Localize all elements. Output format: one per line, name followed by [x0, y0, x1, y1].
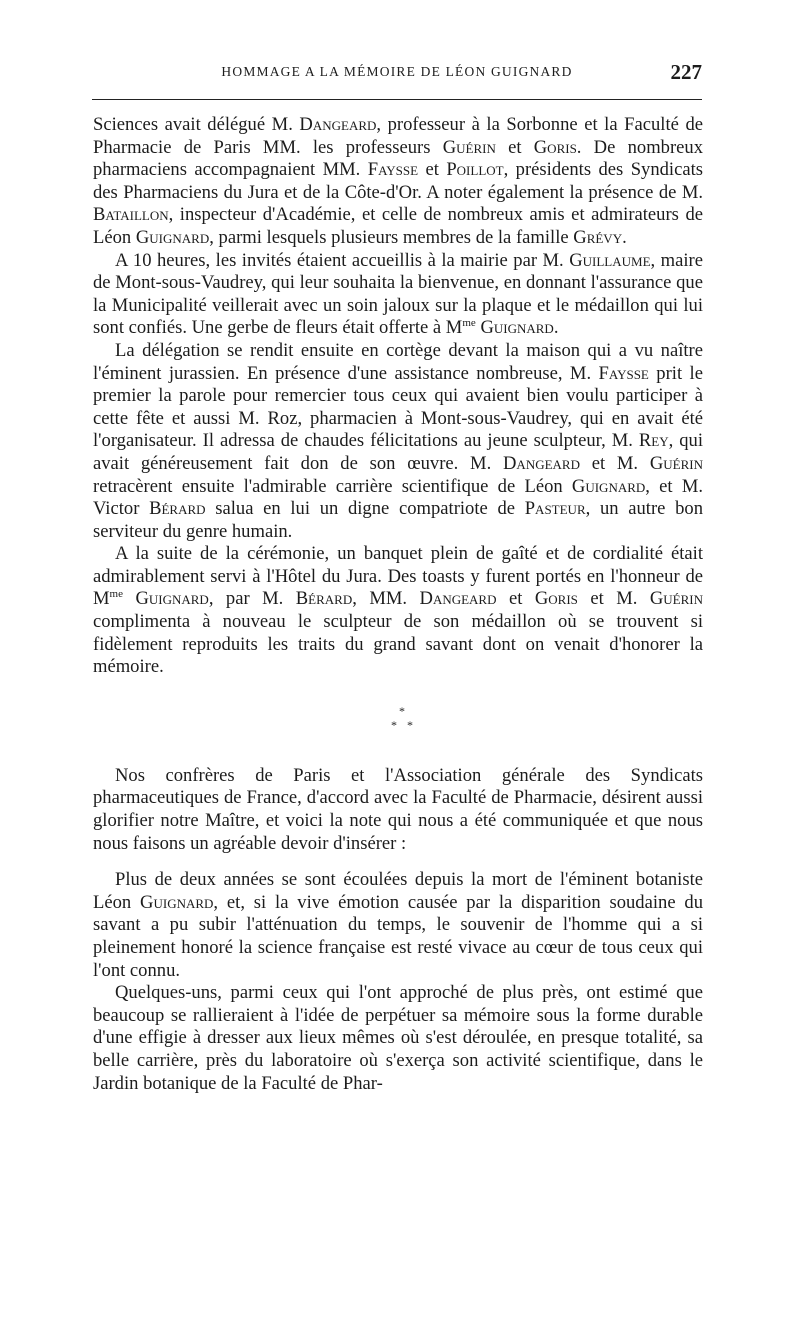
text-run: et — [496, 588, 535, 610]
person-name: Dangeard — [299, 114, 377, 135]
person-name: Goris — [533, 136, 577, 158]
text-run: . — [622, 226, 627, 248]
text-run: La délégation se rendit ensuite en cortège devant la maison qui a vu naître l'éminent jurassien. En présence d'une assistance nombreuse, M. — [93, 339, 703, 384]
page-number: 227 — [670, 60, 702, 84]
person-name: Guignard — [480, 317, 554, 339]
text-run: A 10 heures, les invités étaient accueillis à la mairie par M. — [115, 249, 570, 271]
person-name: Goris — [534, 588, 578, 610]
text-run: Plus de deux années se sont écoulées depuis la mort de l'éminent botaniste Léon — [93, 869, 703, 913]
text-run: , parmi lesquels plusieurs membres de la famille — [209, 226, 574, 248]
person-name: Guérin — [442, 136, 496, 158]
text-run: . — [553, 317, 559, 339]
text-run — [123, 588, 135, 609]
body-text — [93, 114, 703, 1095]
text-run: , MM. — [352, 588, 420, 610]
text-run: , professeur à la Sorbonne et la Faculté de Pharmacie de Paris MM. les professeurs — [93, 114, 703, 158]
text-run: retracèrent ensuite l'admirable carrière scientifique de Léon — [93, 475, 572, 497]
paragraph — [93, 340, 703, 543]
paragraph — [93, 543, 703, 679]
person-name: Guillaume — [569, 249, 651, 271]
text-run: et — [495, 136, 534, 158]
text-run: prit le premier la parole pour remercier tous ceux qui avaient bien voulu participer à cette fête et aussi M. Roz, pharmacien à Mont-sous-Vaudrey, qui en avait été l'organisateur. Il adressa de chaudes félicitations au jeune sculpteur, M. — [93, 362, 703, 452]
person-name: Dangeard — [419, 588, 497, 610]
header-rule — [92, 99, 702, 100]
person-name: Faysse — [598, 362, 649, 384]
person-name: Guignard — [140, 891, 214, 913]
running-header — [92, 62, 702, 90]
text-run: Nos confrères de Paris et l'Association générale des Syndicats pharmaceutiques de France, d'accord avec la Faculté de Pharmacie, désirent aussi glorifier notre Maître, et voici la note qui nous a été communiquée et que nous nous faisons un agréable devoir d'insérer : — [93, 764, 703, 854]
text-run: , par M. — [208, 588, 296, 610]
asterism-star: * — [391, 717, 397, 732]
text-run: , un autre bon serviteur du genre humain. — [93, 498, 703, 542]
person-name: Bérard — [149, 498, 206, 520]
person-name: Grévy — [573, 226, 623, 248]
text-run: et M. — [577, 588, 650, 610]
person-name: Guignard — [571, 475, 646, 497]
paragraph — [93, 114, 703, 250]
person-name: Bérard — [295, 588, 353, 610]
person-name: Rey — [638, 430, 669, 452]
text-run: Quelques-uns, parmi ceux qui l'ont approché de plus près, ont estimé que beaucoup se rallieraient à l'idée de perpétuer sa mémoire sous la forme durable d'une effigie à dresser aux lieux mêmes où s'est déroulée, en presque totalité, sa belle carrière, près du laboratoire où s'exerça son activité scientifique, dans le Jardin botanique de la Faculté de Phar- — [93, 982, 703, 1094]
section-separator — [93, 679, 703, 765]
text-run: . De nombreux pharmaciens accompagnaient MM. — [93, 136, 703, 181]
text-run: , maire de Mont-sous-Vaudrey, qui leur souhaita la bienvenue, en donnant l'assurance que la Municipalité veillerait avec un soin jaloux sur la plaque et le médaillon qui lui sont confiés. Une gerbe de fleurs était offerte à M — [93, 249, 703, 339]
superscript: me — [462, 317, 476, 330]
person-name: Dangeard — [503, 452, 580, 474]
asterism-star: * — [407, 717, 413, 732]
text-run: , présidents des Syndicats des Pharmaciens du Jura et de la Côte-d'Or. A noter également la présence de M. — [93, 159, 704, 203]
asterism-star: * — [399, 703, 405, 718]
person-name: Guignard — [135, 588, 209, 610]
person-name: Guérin — [649, 452, 703, 474]
person-name: Guérin — [649, 588, 703, 610]
paragraph — [93, 982, 703, 1095]
person-name: Poillot — [446, 159, 504, 181]
person-name: Faysse — [367, 159, 419, 181]
text-run: Sciences avait délégué M. — [93, 114, 300, 135]
paragraph — [93, 765, 703, 855]
text-run: , et, si la vive émotion causée par la disparition soudaine du savant a pu subir l'atténuation du temps, le souvenir de l'homme qui a si pleinement honoré la science française est resté vivace au cœur de tous ceux qui l'ont connu. — [93, 891, 704, 981]
text-run: et M. — [579, 452, 650, 474]
superscript: me — [109, 588, 123, 601]
paragraph — [93, 250, 703, 340]
text-run: salua en lui un digne compatriote de — [205, 498, 525, 520]
person-name: Guignard — [135, 226, 210, 248]
text-run: complimenta à nouveau le sculpteur de son médaillon où se trouvent si fidèlement reproduits les traits du grand savant dont on venait d'honorer la mémoire. — [93, 611, 703, 678]
text-run: et — [418, 159, 447, 181]
paragraph — [93, 869, 703, 982]
text-run: , et M. Victor — [93, 475, 704, 520]
person-name: Pasteur — [524, 498, 586, 520]
text-run: , qui avait généreusement fait don de son œuvre. M. — [93, 430, 703, 474]
person-name: Bataillon — [93, 204, 169, 226]
text-run: A la suite de la cérémonie, un banquet plein de gaîté et de cordialité était admirablement servi à l'Hôtel du Jura. Des toasts y furent portés en l'honneur de M — [93, 543, 703, 610]
running-title: HOMMAGE A LA MÉMOIRE DE LÉON GUIGNARD — [221, 64, 573, 79]
text-run: , inspecteur d'Académie, et celle de nombreux amis et admirateurs de Léon — [93, 204, 703, 248]
